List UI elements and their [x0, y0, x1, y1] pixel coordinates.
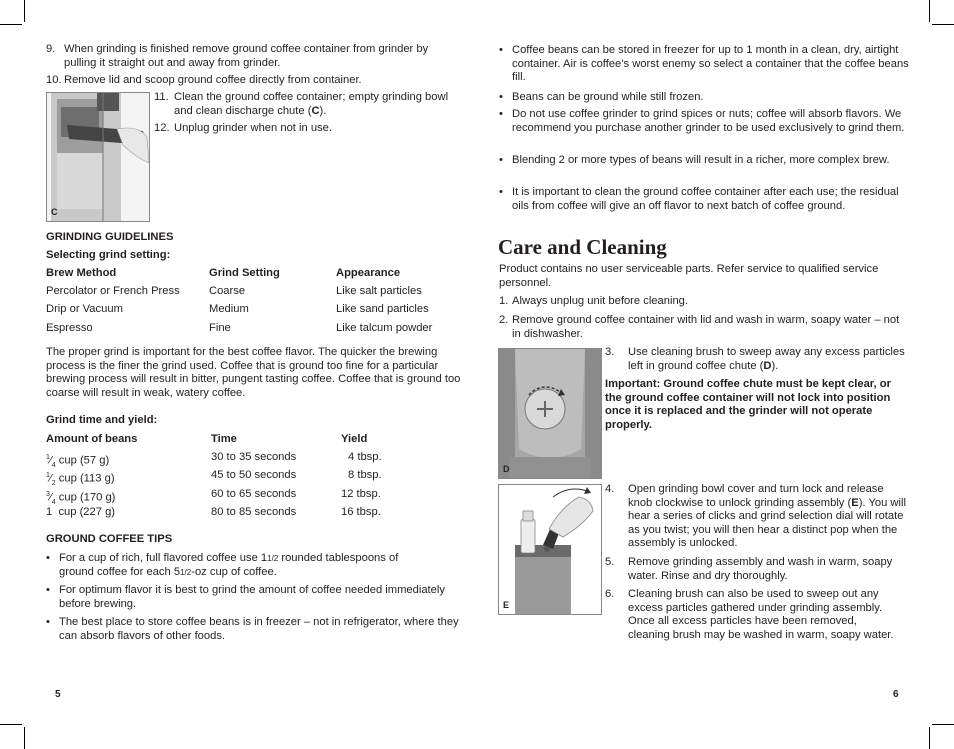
figure-label: D [503, 464, 510, 475]
section-heading: GROUND COFFEE TIPS [46, 533, 173, 545]
bullet-icon: • [46, 584, 50, 596]
bullet-icon: • [46, 616, 50, 628]
crop-mark [929, 0, 930, 22]
page-number: 6 [893, 689, 899, 700]
bullet-icon: • [499, 44, 503, 56]
bullet-icon: • [499, 186, 503, 198]
figure-e [498, 484, 602, 615]
figure-label: E [503, 600, 510, 611]
step-text: Remove ground coffee container with lid and wash in warm, soapy water – not in dishwasher. [512, 314, 900, 340]
step-number: 12. [154, 122, 170, 134]
step-number: 6. [605, 588, 615, 600]
step-text: When grinding is finished remove ground coffee container from grinder by pulling it straight out and away from grinder. [64, 43, 429, 69]
figure-c [46, 92, 150, 222]
page-number: 5 [55, 689, 61, 700]
step-number: 9. [46, 43, 56, 55]
step-text: Always unplug unit before cleaning. [512, 295, 689, 307]
crop-mark [932, 724, 954, 725]
step-text: Use cleaning brush to sweep away any excess particles left in ground coffee chute (D). [628, 346, 905, 372]
step-text: Open grinding bowl cover and turn lock and release knob clockwise to unlock grinding assembly (E). You will hear a series of clicks and grind selection dial will rotate as you twist; you will then hear a distinct pop when the assembly is unlocked. [628, 483, 906, 550]
bullet-icon: • [499, 154, 503, 166]
figure-d [498, 348, 602, 479]
step-text: Remove grinding assembly and wash in warm, soapy water. Rinse and dry thoroughly. [628, 556, 893, 582]
step-number: 2. [499, 314, 509, 326]
grinding-assembly-illustration [499, 485, 601, 614]
step-number: 11. [154, 91, 169, 103]
step-text: Cleaning brush can also be used to sweep out any excess particles gathered under grinding assembly. Once all excess particles have been removed, cleaning brush may be washed in warm, soapy water. [628, 588, 894, 641]
crop-mark [24, 727, 25, 749]
step-text: Clean the ground coffee container; empty grinding bowl and clean discharge chute (C). [174, 91, 449, 117]
crop-mark [932, 24, 954, 25]
grinding-chute-illustration [499, 349, 601, 478]
body-paragraph: Product contains no user serviceable parts. Refer service to qualified service personnel. [499, 263, 879, 289]
body-paragraph: The proper grind is important for the best coffee flavor. The quicker the brewing process is the finer the grind used. Coffee that is ground too fine for a particular brewing process will result in bitter, pungent tasting coffee. Coffee that is ground too coarse will result in weak, watery coffee. [46, 346, 461, 399]
subheading: Selecting grind setting: [46, 249, 171, 261]
crop-mark [24, 0, 25, 22]
section-heading: GRINDING GUIDELINES [46, 231, 174, 243]
step-number: 3. [605, 346, 615, 358]
bullet-icon: • [499, 91, 503, 103]
crop-mark [0, 724, 22, 725]
step-number: 10. [46, 74, 62, 86]
grinder-chute-illustration [47, 93, 149, 221]
step-text: Remove lid and scoop ground coffee directly from container. [64, 74, 362, 86]
bullet-icon: • [46, 552, 50, 564]
step-text: Unplug grinder when not in use. [174, 122, 332, 134]
bullet-icon: • [499, 108, 503, 120]
crop-mark [929, 727, 930, 749]
step-number: 1. [499, 295, 509, 307]
step-number: 4. [605, 483, 615, 495]
figure-label: C [51, 207, 58, 218]
step-number: 5. [605, 556, 615, 568]
important-note: Important: Ground coffee chute must be kept clear, or the ground coffee container will not lock into position once it is replaced and the grinder will not operate properly. [605, 378, 891, 431]
crop-mark [0, 24, 22, 25]
section-title: Care and Cleaning [498, 235, 667, 259]
subheading: Grind time and yield: [46, 414, 158, 426]
